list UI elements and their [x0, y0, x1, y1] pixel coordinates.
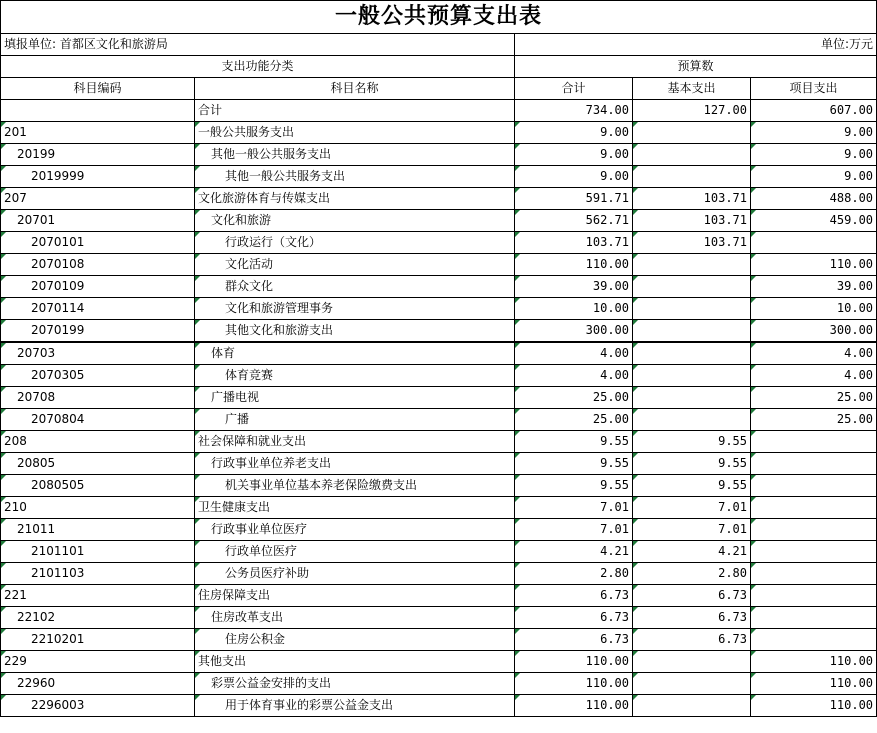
- subject-code: 2070109: [1, 276, 195, 298]
- amount-total: 9.55: [515, 431, 633, 453]
- amount-total: 4.00: [515, 342, 633, 365]
- amount-total: 9.00: [515, 144, 633, 166]
- amount-project: 110.00: [751, 673, 877, 695]
- amount-basic: 4.21: [633, 541, 751, 563]
- amount-total: 25.00: [515, 409, 633, 431]
- header-total: 合计: [515, 78, 633, 100]
- table-row: [1, 673, 877, 695]
- subject-name: 住房公积金: [195, 629, 515, 651]
- subject-name: 卫生健康支出: [195, 497, 515, 519]
- subject-code: 2070114: [1, 298, 195, 320]
- subject-code: 2070199: [1, 320, 195, 343]
- table-row: [1, 651, 877, 673]
- subject-name: 住房改革支出: [195, 607, 515, 629]
- subject-name: 广播电视: [195, 387, 515, 409]
- amount-project: [751, 475, 877, 497]
- header-budget-amount: 预算数: [515, 56, 877, 78]
- table-row: [1, 519, 877, 541]
- subject-code: 201: [1, 122, 195, 144]
- amount-project: 9.00: [751, 166, 877, 188]
- amount-basic: 6.73: [633, 585, 751, 607]
- table-row: [1, 100, 877, 122]
- amount-project: 300.00: [751, 320, 877, 343]
- amount-basic: [633, 342, 751, 365]
- amount-project: 4.00: [751, 365, 877, 387]
- subject-name: 合计: [195, 100, 515, 122]
- amount-total: 6.73: [515, 585, 633, 607]
- amount-total: 734.00: [515, 100, 633, 122]
- subject-name: 其他一般公共服务支出: [195, 144, 515, 166]
- subject-code: 21011: [1, 519, 195, 541]
- amount-basic: 103.71: [633, 232, 751, 254]
- amount-project: 110.00: [751, 254, 877, 276]
- table-row: [1, 607, 877, 629]
- table-row: [1, 232, 877, 254]
- table-row: [1, 342, 877, 365]
- amount-project: 4.00: [751, 342, 877, 365]
- table-row: [1, 497, 877, 519]
- amount-project: [751, 585, 877, 607]
- amount-total: 591.71: [515, 188, 633, 210]
- amount-project: [751, 541, 877, 563]
- subject-code: 229: [1, 651, 195, 673]
- subject-code: 2101103: [1, 563, 195, 585]
- reporting-unit: 填报单位: 首都区文化和旅游局: [1, 34, 515, 56]
- amount-project: [751, 497, 877, 519]
- amount-total: 110.00: [515, 673, 633, 695]
- amount-total: 2.80: [515, 563, 633, 585]
- amount-basic: [633, 298, 751, 320]
- amount-total: 300.00: [515, 320, 633, 343]
- table-row: [1, 585, 877, 607]
- amount-total: 110.00: [515, 695, 633, 717]
- amount-project: [751, 232, 877, 254]
- subject-name: 用于体育事业的彩票公益金支出: [195, 695, 515, 717]
- header-function-classification: 支出功能分类: [1, 56, 515, 78]
- subject-name: 行政事业单位养老支出: [195, 453, 515, 475]
- table-row: [1, 254, 877, 276]
- amount-project: 25.00: [751, 387, 877, 409]
- amount-project: [751, 519, 877, 541]
- amount-basic: 6.73: [633, 607, 751, 629]
- amount-project: [751, 563, 877, 585]
- amount-project: [751, 629, 877, 651]
- table-row: [1, 695, 877, 717]
- amount-total: 9.55: [515, 475, 633, 497]
- amount-basic: 9.55: [633, 475, 751, 497]
- amount-basic: [633, 651, 751, 673]
- subject-code: 22960: [1, 673, 195, 695]
- amount-basic: 9.55: [633, 453, 751, 475]
- subject-code: 20708: [1, 387, 195, 409]
- amount-total: 6.73: [515, 607, 633, 629]
- subject-code: 2070305: [1, 365, 195, 387]
- subject-name: 行政运行（文化）: [195, 232, 515, 254]
- subject-name: 公务员医疗补助: [195, 563, 515, 585]
- amount-project: [751, 607, 877, 629]
- header-code: 科目编码: [1, 78, 195, 100]
- amount-total: 9.00: [515, 166, 633, 188]
- subject-name: 文化活动: [195, 254, 515, 276]
- amount-basic: [633, 254, 751, 276]
- table-row: [1, 166, 877, 188]
- table-row: [1, 453, 877, 475]
- subject-code: 22102: [1, 607, 195, 629]
- amount-basic: 103.71: [633, 188, 751, 210]
- currency-unit: 单位:万元: [515, 34, 877, 56]
- header-column-row: [1, 78, 877, 100]
- subject-code: 2296003: [1, 695, 195, 717]
- subject-code: 2101101: [1, 541, 195, 563]
- subject-name: 体育竞赛: [195, 365, 515, 387]
- subject-name: 其他一般公共服务支出: [195, 166, 515, 188]
- header-group-row: [1, 56, 877, 78]
- table-row: [1, 475, 877, 497]
- subject-name: 行政单位医疗: [195, 541, 515, 563]
- amount-basic: 127.00: [633, 100, 751, 122]
- subject-name: 机关事业单位基本养老保险缴费支出: [195, 475, 515, 497]
- amount-project: 25.00: [751, 409, 877, 431]
- amount-basic: [633, 695, 751, 717]
- amount-basic: 9.55: [633, 431, 751, 453]
- subject-name: 文化和旅游: [195, 210, 515, 232]
- table-row: [1, 144, 877, 166]
- subject-code: [1, 100, 195, 122]
- amount-basic: 2.80: [633, 563, 751, 585]
- subject-code: 2210201: [1, 629, 195, 651]
- amount-project: 607.00: [751, 100, 877, 122]
- subject-code: 210: [1, 497, 195, 519]
- subject-name: 体育: [195, 342, 515, 365]
- amount-project: 39.00: [751, 276, 877, 298]
- amount-basic: [633, 387, 751, 409]
- subject-name: 住房保障支出: [195, 585, 515, 607]
- subject-code: 208: [1, 431, 195, 453]
- amount-project: 9.00: [751, 144, 877, 166]
- amount-project: [751, 431, 877, 453]
- amount-total: 7.01: [515, 519, 633, 541]
- amount-total: 39.00: [515, 276, 633, 298]
- table-row: [1, 387, 877, 409]
- amount-project: 459.00: [751, 210, 877, 232]
- amount-total: 10.00: [515, 298, 633, 320]
- subject-name: 行政事业单位医疗: [195, 519, 515, 541]
- subject-code: 221: [1, 585, 195, 607]
- unit-row: [1, 34, 877, 56]
- subject-code: 20703: [1, 342, 195, 365]
- table-row: [1, 276, 877, 298]
- subject-name: 其他文化和旅游支出: [195, 320, 515, 343]
- table-row: [1, 431, 877, 453]
- subject-name: 一般公共服务支出: [195, 122, 515, 144]
- amount-basic: [633, 166, 751, 188]
- subject-code: 207: [1, 188, 195, 210]
- amount-basic: 103.71: [633, 210, 751, 232]
- subject-code: 20199: [1, 144, 195, 166]
- amount-basic: 7.01: [633, 497, 751, 519]
- amount-project: 10.00: [751, 298, 877, 320]
- subject-code: 2019999: [1, 166, 195, 188]
- subject-name: 群众文化: [195, 276, 515, 298]
- header-project: 项目支出: [751, 78, 877, 100]
- amount-basic: [633, 144, 751, 166]
- amount-total: 4.00: [515, 365, 633, 387]
- amount-project: 110.00: [751, 651, 877, 673]
- table-row: [1, 122, 877, 144]
- subject-code: 20701: [1, 210, 195, 232]
- amount-basic: [633, 276, 751, 298]
- amount-project: 110.00: [751, 695, 877, 717]
- table-row: [1, 541, 877, 563]
- table-row: [1, 210, 877, 232]
- amount-basic: [633, 320, 751, 343]
- amount-basic: [633, 409, 751, 431]
- amount-total: 562.71: [515, 210, 633, 232]
- subject-name: 彩票公益金安排的支出: [195, 673, 515, 695]
- table-row: [1, 409, 877, 431]
- subject-code: 20805: [1, 453, 195, 475]
- amount-project: 9.00: [751, 122, 877, 144]
- table-row: [1, 563, 877, 585]
- amount-total: 7.01: [515, 497, 633, 519]
- table-row: [1, 365, 877, 387]
- table-row: [1, 629, 877, 651]
- subject-name: 文化旅游体育与传媒支出: [195, 188, 515, 210]
- header-basic: 基本支出: [633, 78, 751, 100]
- amount-total: 6.73: [515, 629, 633, 651]
- amount-basic: [633, 365, 751, 387]
- amount-basic: [633, 122, 751, 144]
- amount-basic: 7.01: [633, 519, 751, 541]
- amount-total: 110.00: [515, 254, 633, 276]
- amount-project: [751, 453, 877, 475]
- table-row: [1, 188, 877, 210]
- amount-total: 4.21: [515, 541, 633, 563]
- amount-total: 9.00: [515, 122, 633, 144]
- subject-code: 2070108: [1, 254, 195, 276]
- amount-total: 25.00: [515, 387, 633, 409]
- subject-name: 其他支出: [195, 651, 515, 673]
- header-name: 科目名称: [195, 78, 515, 100]
- amount-project: 488.00: [751, 188, 877, 210]
- table-row: [1, 320, 877, 343]
- table-row: [1, 298, 877, 320]
- amount-basic: 6.73: [633, 629, 751, 651]
- subject-code: 2070804: [1, 409, 195, 431]
- subject-code: 2070101: [1, 232, 195, 254]
- subject-code: 2080505: [1, 475, 195, 497]
- amount-basic: [633, 673, 751, 695]
- amount-total: 103.71: [515, 232, 633, 254]
- amount-total: 9.55: [515, 453, 633, 475]
- page-title: 一般公共预算支出表: [1, 1, 877, 34]
- subject-name: 文化和旅游管理事务: [195, 298, 515, 320]
- subject-name: 广播: [195, 409, 515, 431]
- title-row: [1, 1, 877, 34]
- amount-total: 110.00: [515, 651, 633, 673]
- subject-name: 社会保障和就业支出: [195, 431, 515, 453]
